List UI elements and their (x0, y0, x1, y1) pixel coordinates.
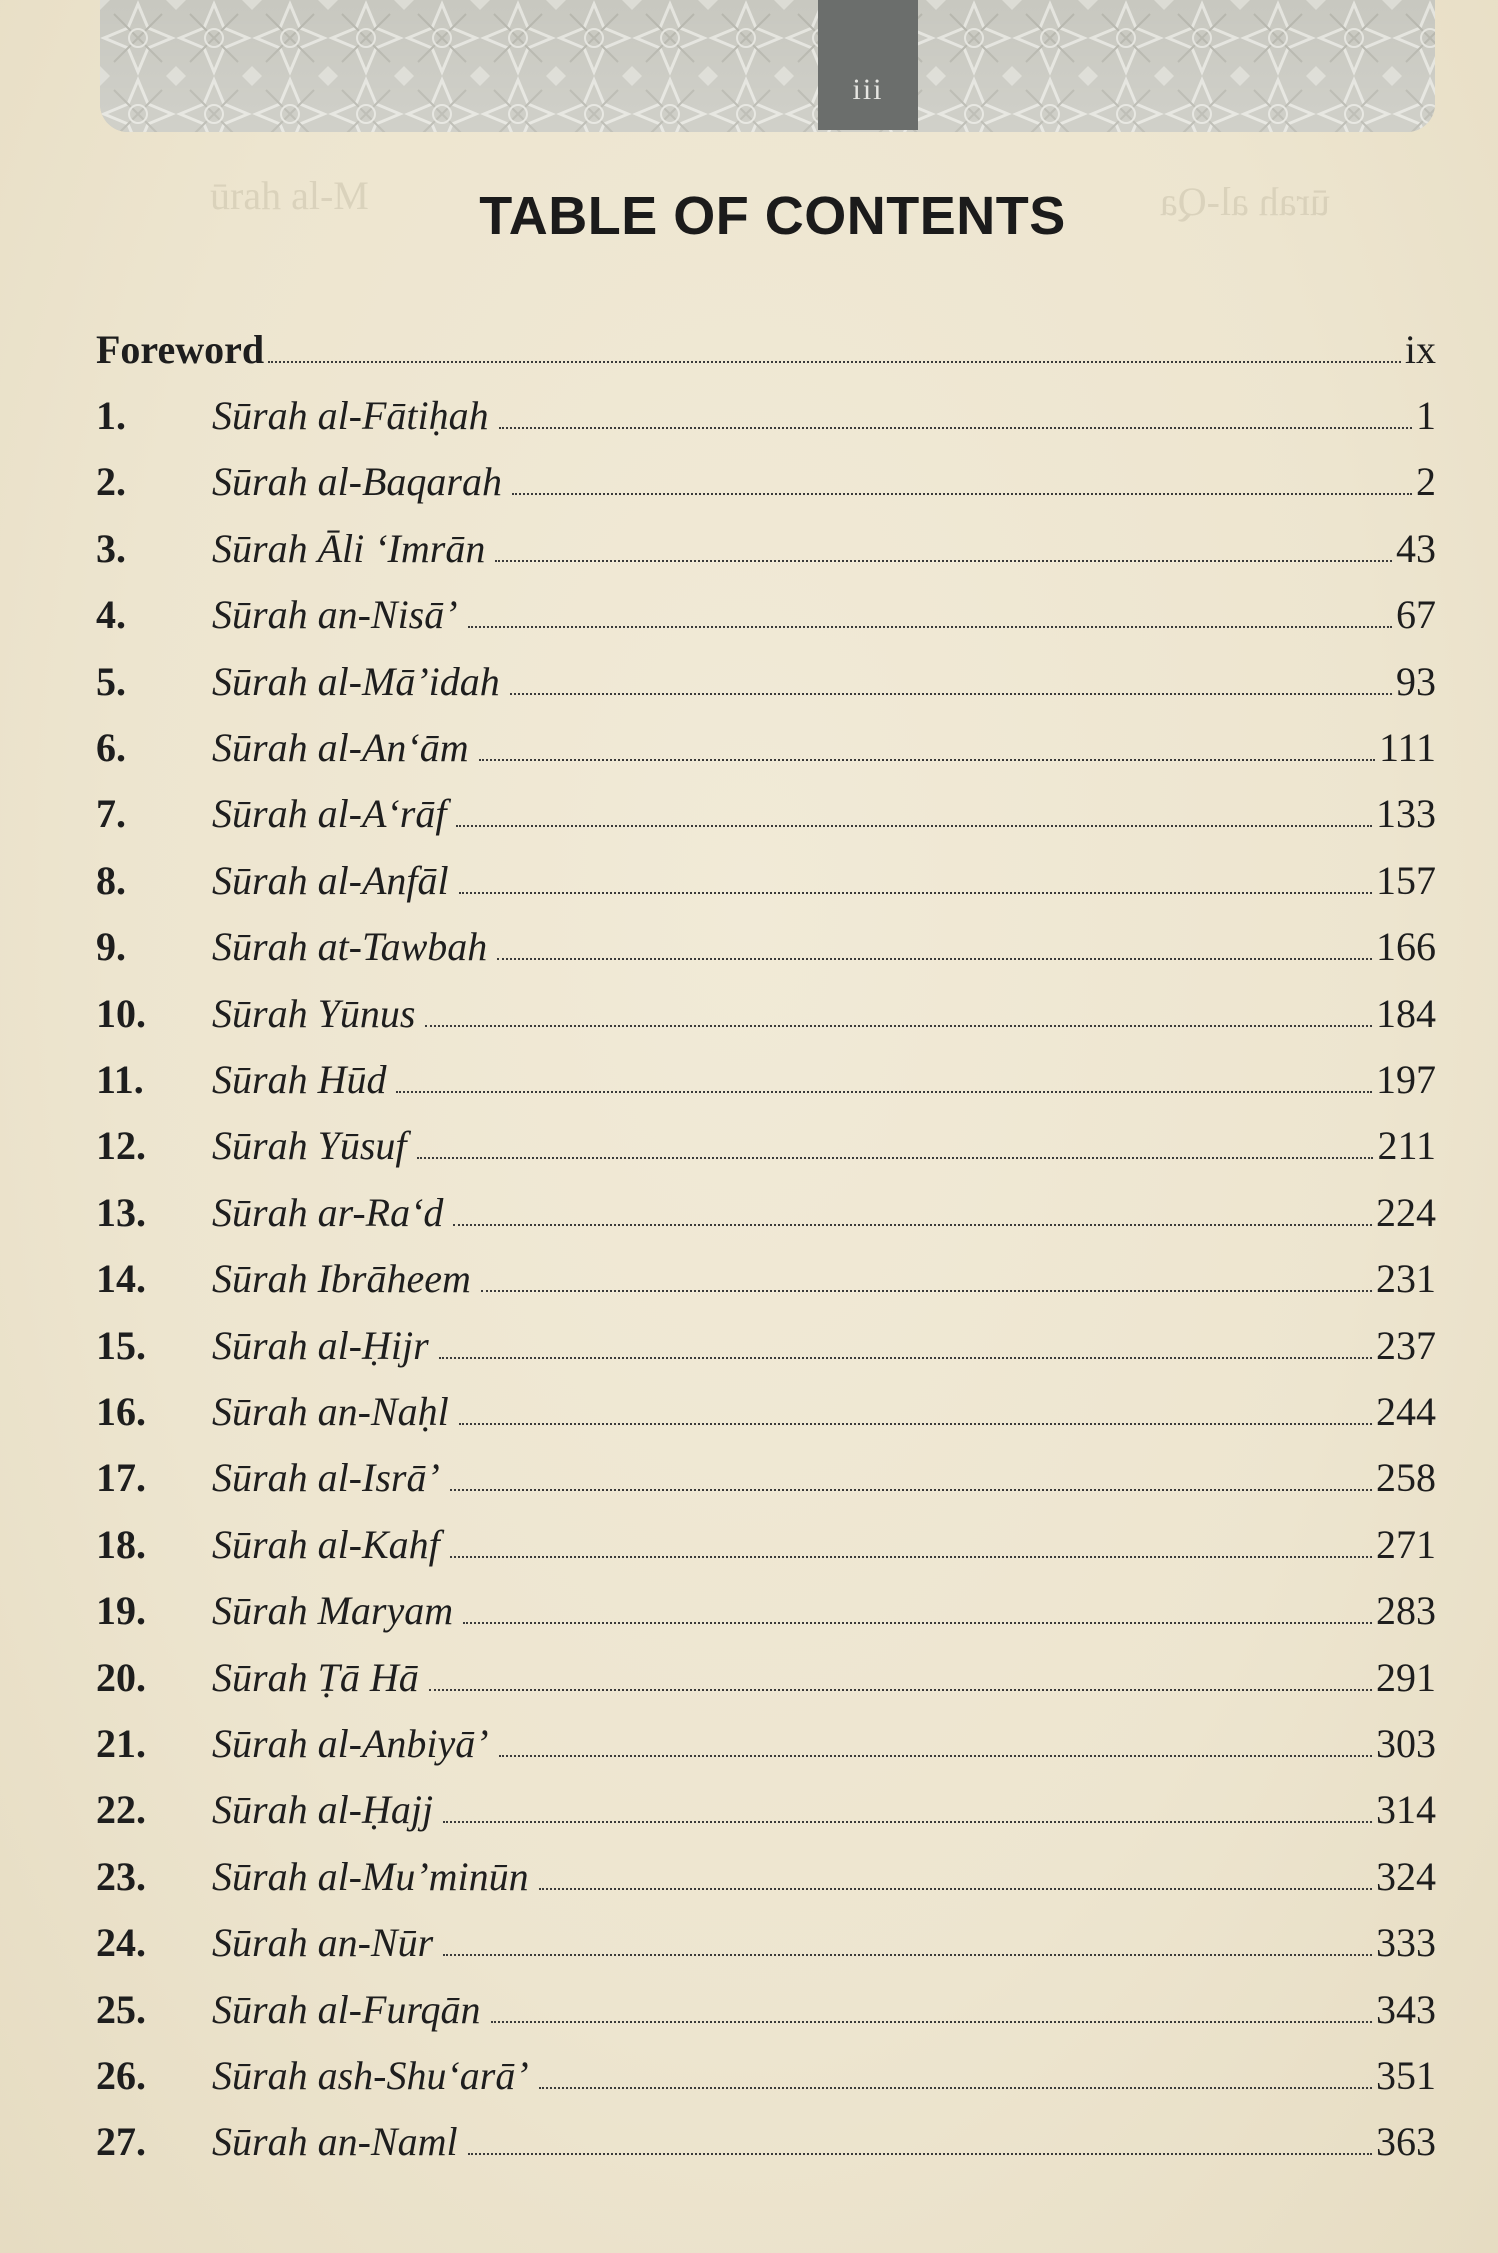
page-ref: 43 (1396, 525, 1436, 571)
chapter-number: 27. (96, 2119, 146, 2165)
chapter-title: Sūrah Ṭā Hā (212, 1654, 419, 1700)
page-ref: 244 (1376, 1389, 1436, 1434)
chapter-title: Sūrah Maryam (212, 1588, 454, 1634)
chapter-number: 17. (96, 1455, 146, 1501)
chapter-title: Sūrah al-Ḥijr (212, 1322, 429, 1368)
page-ref: 67 (1396, 592, 1436, 638)
leader-dots (499, 426, 1412, 429)
leader-dots (396, 1090, 1372, 1093)
page-ref: 93 (1396, 658, 1436, 704)
toc-row[interactable] (96, 513, 1436, 569)
page-ref: 291 (1376, 1654, 1436, 1700)
leader-dots (463, 1621, 1372, 1624)
chapter-number: 9. (96, 924, 126, 970)
chapter-title: Sūrah al-Kahf (212, 1521, 440, 1567)
leader-dots (539, 1887, 1372, 1890)
page-ref: 324 (1376, 1853, 1436, 1899)
page-ref: ix (1404, 327, 1436, 372)
chapter-title: Sūrah at-Tawbah (212, 924, 488, 970)
chapter-title: Sūrah al-Mu’minūn (212, 1853, 529, 1899)
toc-row[interactable] (96, 380, 1436, 436)
leader-dots (443, 1820, 1372, 1823)
toc-foreword-row[interactable] (96, 314, 1436, 370)
leader-dots (512, 492, 1412, 495)
toc-row[interactable] (96, 1841, 1436, 1897)
toc-row[interactable] (96, 579, 1436, 638)
page-number: iii (818, 0, 918, 130)
toc-row[interactable] (96, 778, 1436, 837)
chapter-title: Sūrah ar-Ra‘d (212, 1189, 444, 1235)
leader-dots (481, 1289, 1372, 1292)
chapter-title: Sūrah al-Anfāl (212, 857, 449, 903)
leader-dots (450, 1488, 1372, 1491)
bleed-through-text: ūrah al-M (210, 173, 369, 218)
leader-dots (499, 1754, 1372, 1757)
toc-row[interactable] (96, 1708, 1436, 1764)
page-ref: 333 (1376, 1920, 1436, 1966)
leader-dots (439, 1356, 1372, 1359)
toc-row[interactable] (96, 978, 1436, 1034)
leader-dots (491, 2020, 1372, 2023)
toc-row[interactable] (96, 1376, 1436, 1432)
chapter-number: 19. (96, 1588, 146, 1634)
page-ref: 133 (1376, 791, 1436, 837)
leader-dots (450, 1555, 1372, 1558)
leader-dots (456, 824, 1372, 827)
chapter-title: Sūrah al-Baqarah (212, 459, 502, 505)
toc-row[interactable] (96, 646, 1436, 702)
leader-dots (468, 625, 1392, 628)
chapter-title: Sūrah Yūsuf (212, 1123, 407, 1169)
leader-dots (479, 758, 1375, 761)
page-ref: 184 (1376, 990, 1436, 1036)
toc-row[interactable] (96, 1642, 1436, 1698)
toc-row[interactable] (96, 446, 1436, 505)
chapter-title: Sūrah al-Mā’idah (212, 658, 500, 704)
page-ref: 258 (1376, 1455, 1436, 1501)
chapter-title: Sūrah an-Naml (212, 2119, 458, 2165)
chapter-number: 8. (96, 857, 126, 903)
toc-row[interactable] (96, 2040, 1436, 2096)
chapter-number: 1. (96, 393, 126, 438)
page-ref: 211 (1377, 1123, 1436, 1169)
chapter-title: Sūrah an-Naḥl (212, 1389, 449, 1434)
chapter-number: 16. (96, 1389, 146, 1434)
page-ref: 197 (1376, 1057, 1436, 1102)
leader-dots (417, 1156, 1374, 1159)
page-ref: 166 (1376, 924, 1436, 970)
page-ref: 1 (1416, 393, 1436, 438)
chapter-title: Sūrah an-Nisā’ (212, 592, 458, 638)
chapter-number: 23. (96, 1853, 146, 1899)
toc-row[interactable] (96, 1907, 1436, 1966)
page-ref: 157 (1376, 857, 1436, 903)
page-ref: 111 (1378, 725, 1436, 770)
toc-row[interactable] (96, 1509, 1436, 1565)
page-ref: 231 (1376, 1256, 1436, 1302)
leader-dots (453, 1223, 1372, 1226)
page-ref: 224 (1376, 1189, 1436, 1235)
toc-row[interactable] (96, 1974, 1436, 2030)
leader-dots (468, 2152, 1372, 2155)
toc-row[interactable] (96, 911, 1436, 970)
toc-row[interactable] (96, 1177, 1436, 1233)
chapter-number: 14. (96, 1256, 146, 1302)
leader-dots (268, 360, 1401, 363)
toc-row[interactable] (96, 712, 1436, 768)
toc-row[interactable] (96, 1243, 1436, 1302)
chapter-title: Sūrah al-Isrā’ (212, 1455, 440, 1501)
page-title: TABLE OF CONTENTS (479, 186, 1066, 246)
toc-row[interactable] (96, 1575, 1436, 1634)
page-ref: 343 (1376, 1986, 1436, 2032)
page-ref: 2 (1416, 459, 1436, 505)
chapter-title: Sūrah al-An‘ām (212, 725, 469, 770)
page-ref: 363 (1376, 2119, 1436, 2165)
chapter-number: 21. (96, 1721, 146, 1766)
chapter-title: Sūrah Hūd (212, 1057, 387, 1102)
toc-row[interactable] (96, 845, 1436, 901)
chapter-title: Sūrah al-Anbiyā’ (212, 1721, 489, 1766)
chapter-number: 20. (96, 1654, 146, 1700)
chapter-number: 24. (96, 1920, 146, 1966)
chapter-number: 7. (96, 791, 126, 837)
chapter-number: 4. (96, 592, 126, 638)
chapter-number: 3. (96, 525, 126, 571)
chapter-number: 10. (96, 990, 146, 1036)
leader-dots (497, 957, 1372, 960)
toc-row[interactable] (96, 1110, 1436, 1169)
chapter-title: Sūrah al-A‘rāf (212, 791, 447, 837)
leader-dots (425, 1024, 1372, 1027)
toc-row[interactable] (96, 1310, 1436, 1366)
chapter-number: 13. (96, 1189, 146, 1235)
page-ref: 351 (1376, 2053, 1436, 2098)
page-ref: 303 (1376, 1721, 1436, 1766)
chapter-number: 2. (96, 459, 126, 505)
chapter-number: 25. (96, 1986, 146, 2032)
chapter-title: Sūrah al-Furqān (212, 1986, 481, 2032)
chapter-number: 22. (96, 1787, 146, 1833)
chapter-number: 11. (96, 1057, 144, 1102)
chapter-number: 18. (96, 1521, 146, 1567)
leader-dots (495, 559, 1392, 562)
leader-dots (510, 692, 1392, 695)
chapter-title: Sūrah an-Nūr (212, 1920, 434, 1966)
chapter-number: 6. (96, 725, 126, 770)
page-ref: 237 (1376, 1322, 1436, 1368)
bleed-through-text: ūrah al-Qa (1160, 179, 1330, 224)
chapter-title: Sūrah Yūnus (212, 990, 416, 1036)
page-ref: 314 (1376, 1787, 1436, 1833)
foreword-label: Foreword (96, 327, 265, 372)
page-ref: 283 (1376, 1588, 1436, 1634)
leader-dots (459, 891, 1372, 894)
toc-row[interactable] (96, 1774, 1436, 1833)
leader-dots (539, 2086, 1372, 2089)
leader-dots (443, 1953, 1372, 1956)
leader-dots (429, 1688, 1372, 1691)
chapter-number: 26. (96, 2053, 146, 2098)
page-ref: 271 (1376, 1521, 1436, 1567)
toc-row[interactable] (96, 1044, 1436, 1100)
chapter-title: Sūrah al-Ḥajj (212, 1787, 434, 1833)
toc-row[interactable] (96, 2106, 1436, 2165)
leader-dots (459, 1422, 1372, 1425)
chapter-number: 12. (96, 1123, 146, 1169)
chapter-title: Sūrah Āli ‘Imrān (212, 525, 486, 571)
chapter-number: 15. (96, 1322, 146, 1368)
chapter-number: 5. (96, 658, 126, 704)
chapter-title: Sūrah al-Fātiḥah (212, 393, 489, 438)
toc-row[interactable] (96, 1442, 1436, 1501)
chapter-title: Sūrah ash-Shu‘arā’ (212, 2053, 529, 2098)
chapter-title: Sūrah Ibrāheem (212, 1256, 471, 1302)
